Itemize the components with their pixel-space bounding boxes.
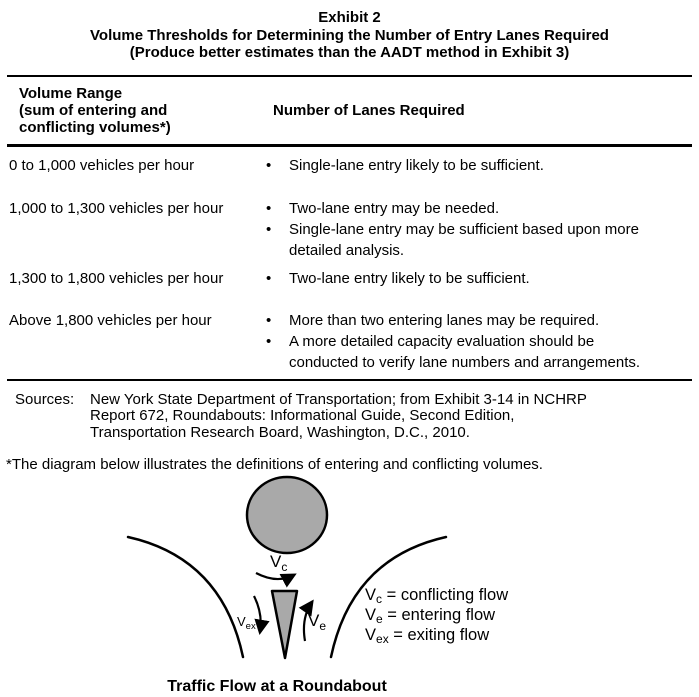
- exhibit-heading: Volume Thresholds for Determining the Number of Entry Lanes Required: [90, 26, 609, 44]
- list-item: [263, 198, 663, 219]
- legend-line: Vex = exiting flow: [365, 626, 490, 646]
- col-header-volume-range: [0, 85, 263, 136]
- conflicting-flow-arrow: [256, 573, 294, 579]
- col-header-line: (sum of entering and: [19, 101, 168, 119]
- conflicting-flow-label: $V_c$: [270, 552, 288, 574]
- bullet-text: Single-lane entry likely to be sufficient.: [289, 156, 544, 174]
- exiting-flow-label: $V_{ex}$: [237, 614, 256, 632]
- volume-range-cell: 1,300 to 1,800 vehicles per hour: [9, 269, 224, 287]
- list-item: [263, 155, 663, 176]
- list-item: [263, 310, 663, 331]
- bullet-icon: •: [266, 199, 272, 217]
- lanes-required-cell: [263, 155, 663, 176]
- volume-range-cell: 0 to 1,000 vehicles per hour: [9, 156, 195, 174]
- bullet-text: More than two entering lanes may be required.: [289, 311, 600, 329]
- exhibit-number: Exhibit 2: [318, 9, 381, 26]
- sources-label: Sources:: [15, 390, 75, 408]
- table-header-row: [0, 85, 699, 136]
- bullet-icon: •: [266, 269, 272, 287]
- lanes-required-cell: [263, 198, 663, 261]
- sources-line: Report 672, Roundabouts: Informational Guide, Second Edition,: [90, 407, 515, 424]
- table-row: [0, 155, 699, 176]
- legend-line: Vc = conflicting flow: [365, 586, 509, 606]
- exhibit-title-block: [0, 0, 699, 62]
- list-item: [263, 331, 663, 373]
- splitter-island-triangle: [272, 591, 297, 658]
- table-row: [0, 268, 699, 289]
- volume-range-cell: Above 1,800 vehicles per hour: [9, 311, 212, 329]
- sources-line: New York State Department of Transportation; from Exhibit 3-14 in NCHRP: [90, 390, 587, 408]
- footnote: *The diagram below illustrates the definitions of entering and conflicting volumes.: [6, 456, 543, 473]
- entering-flow-label: $V_e$: [308, 611, 327, 633]
- list-item: [263, 219, 663, 261]
- roundabout-diagram: [0, 457, 699, 697]
- sources-note: [0, 392, 699, 442]
- diagram-caption: Traffic Flow at a Roundabout: [167, 678, 387, 695]
- bullet-text: Two-lane entry likely to be sufficient.: [289, 269, 530, 287]
- table-row: [0, 310, 699, 373]
- table-body: [0, 155, 699, 373]
- bullet-text: A more detailed capacity evaluation should be conducted to verify lane numbers and arrangements.: [289, 332, 641, 371]
- table-header-rule: [7, 144, 692, 147]
- table-bottom-rule: [7, 379, 692, 381]
- bullet-icon: •: [266, 220, 272, 238]
- bullet-text: Single-lane entry may be sufficient based upon more detailed analysis.: [289, 220, 639, 259]
- bullet-icon: •: [266, 332, 272, 350]
- left-road-edge-curve: [128, 537, 243, 657]
- table-top-rule: [7, 75, 692, 77]
- table-row: [0, 198, 699, 261]
- sources-line: Transportation Research Board, Washington, D.C., 2010.: [90, 423, 470, 441]
- bullet-icon: •: [266, 156, 272, 174]
- sources-text: [90, 392, 587, 442]
- bullet-icon: •: [266, 311, 272, 329]
- volume-range-cell: 1,000 to 1,300 vehicles per hour: [9, 199, 224, 217]
- lanes-required-cell: [263, 310, 663, 373]
- col-header-line: Volume Range: [19, 84, 123, 102]
- col-header-line: conflicting volumes*): [19, 118, 171, 136]
- bullet-text: Two-lane entry may be needed.: [289, 199, 500, 217]
- lanes-required-cell: [263, 268, 663, 289]
- central-island-circle: [247, 477, 327, 553]
- diagram-legend: [365, 586, 508, 646]
- legend-line: Ve = entering flow: [365, 606, 496, 626]
- list-item: [263, 268, 663, 289]
- exhibit-subheading: (Produce better estimates than the AADT method in Exhibit 3): [129, 44, 570, 61]
- col-header-lanes-required: Number of Lanes Required: [273, 101, 465, 119]
